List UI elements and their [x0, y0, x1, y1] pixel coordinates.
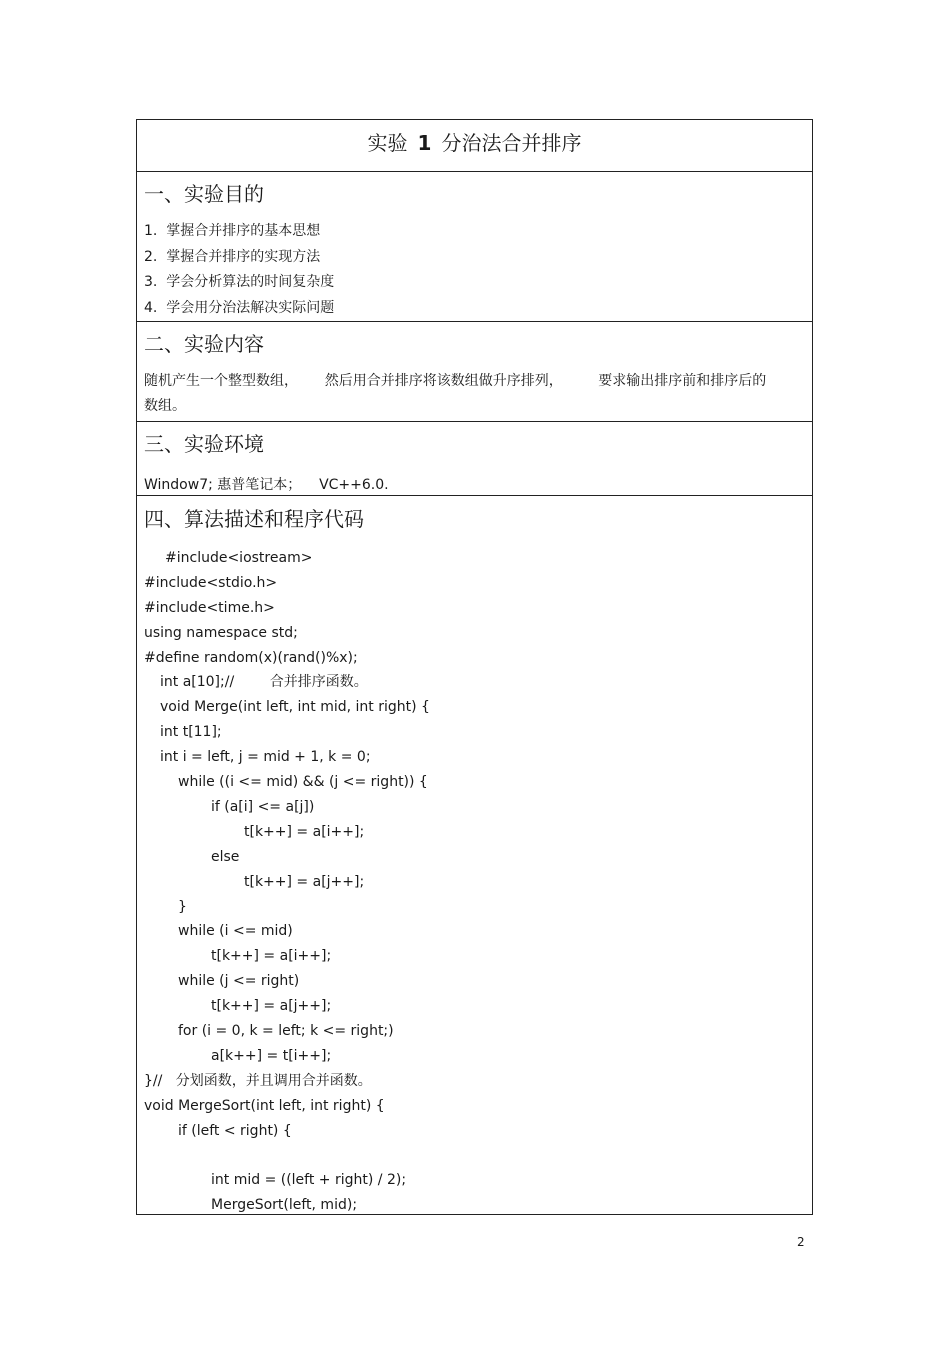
- code-line: #include<time.h>: [144, 600, 275, 616]
- section-content: [137, 321, 812, 421]
- code-line: while (j <= right): [178, 973, 300, 989]
- list-item: 4. 学会用分治法解决实际问题: [144, 300, 335, 316]
- code-line: t[k++] = a[j++];: [211, 998, 332, 1014]
- code-line: int mid = ((left + right) / 2);: [211, 1172, 407, 1188]
- code-line: for (i = 0, k = left; k <= right;): [178, 1023, 394, 1039]
- code-line: }: [178, 899, 187, 915]
- section-heading: 四、算法描述和程序代码: [144, 507, 364, 531]
- code-line: using namespace std;: [144, 625, 298, 641]
- section-heading: 二、实验内容: [144, 332, 264, 356]
- code-line: #include<stdio.h>: [144, 575, 278, 591]
- content-text-line: 随机产生一个整型数组， 然后用合并排序将该数组做升序排列， 要求输出排序前和排序后的: [144, 373, 767, 389]
- section-heading: 三、实验环境: [144, 432, 264, 456]
- code-line: void Merge(int left, int mid, int right) {: [160, 699, 430, 715]
- section-heading: 一、实验目的: [144, 182, 264, 206]
- code-line: #include<iostream>: [165, 550, 313, 566]
- code-line: MergeSort(left, mid);: [211, 1197, 358, 1213]
- code-line: a[k++] = t[i++];: [211, 1048, 332, 1064]
- list-item: 2. 掌握合并排序的实现方法: [144, 249, 321, 265]
- title-prefix: 实验: [367, 131, 408, 155]
- page-title: [137, 120, 812, 172]
- list-item: 3. 学会分析算法的时间复杂度: [144, 274, 335, 290]
- code-line: else: [211, 849, 240, 865]
- section-code: [137, 495, 812, 1214]
- code-line: t[k++] = a[i++];: [244, 824, 365, 840]
- environment-text: Window7; 惠普笔记本； VC++6.0.: [144, 477, 389, 493]
- title-text: 分治法合并排序: [441, 131, 582, 155]
- code-line: while ((i <= mid) && (j <= right)) {: [178, 774, 428, 790]
- code-line: int t[11];: [160, 724, 222, 740]
- section-purpose: [137, 171, 812, 321]
- code-line: t[k++] = a[i++];: [211, 948, 332, 964]
- code-line: if (left < right) {: [178, 1123, 292, 1139]
- section-environment: [137, 421, 812, 496]
- title-number: 1: [417, 131, 432, 155]
- list-item: 1. 掌握合并排序的基本思想: [144, 223, 321, 239]
- code-line: int i = left, j = mid + 1, k = 0;: [160, 749, 371, 765]
- code-line: void MergeSort(int left, int right) {: [144, 1098, 385, 1114]
- code-line: t[k++] = a[j++];: [244, 874, 365, 890]
- code-line: int a[10];// 合并排序函数。: [160, 674, 368, 690]
- code-line: while (i <= mid): [178, 923, 293, 939]
- code-line: }// 分划函数，并且调用合并函数。: [144, 1073, 372, 1089]
- page-number: 2: [797, 1235, 805, 1249]
- content-text-line: 数组。: [144, 398, 186, 414]
- code-line: #define random(x)(rand()%x);: [144, 650, 358, 666]
- experiment-table: [136, 119, 813, 1215]
- code-line: if (a[i] <= a[j]): [211, 799, 315, 815]
